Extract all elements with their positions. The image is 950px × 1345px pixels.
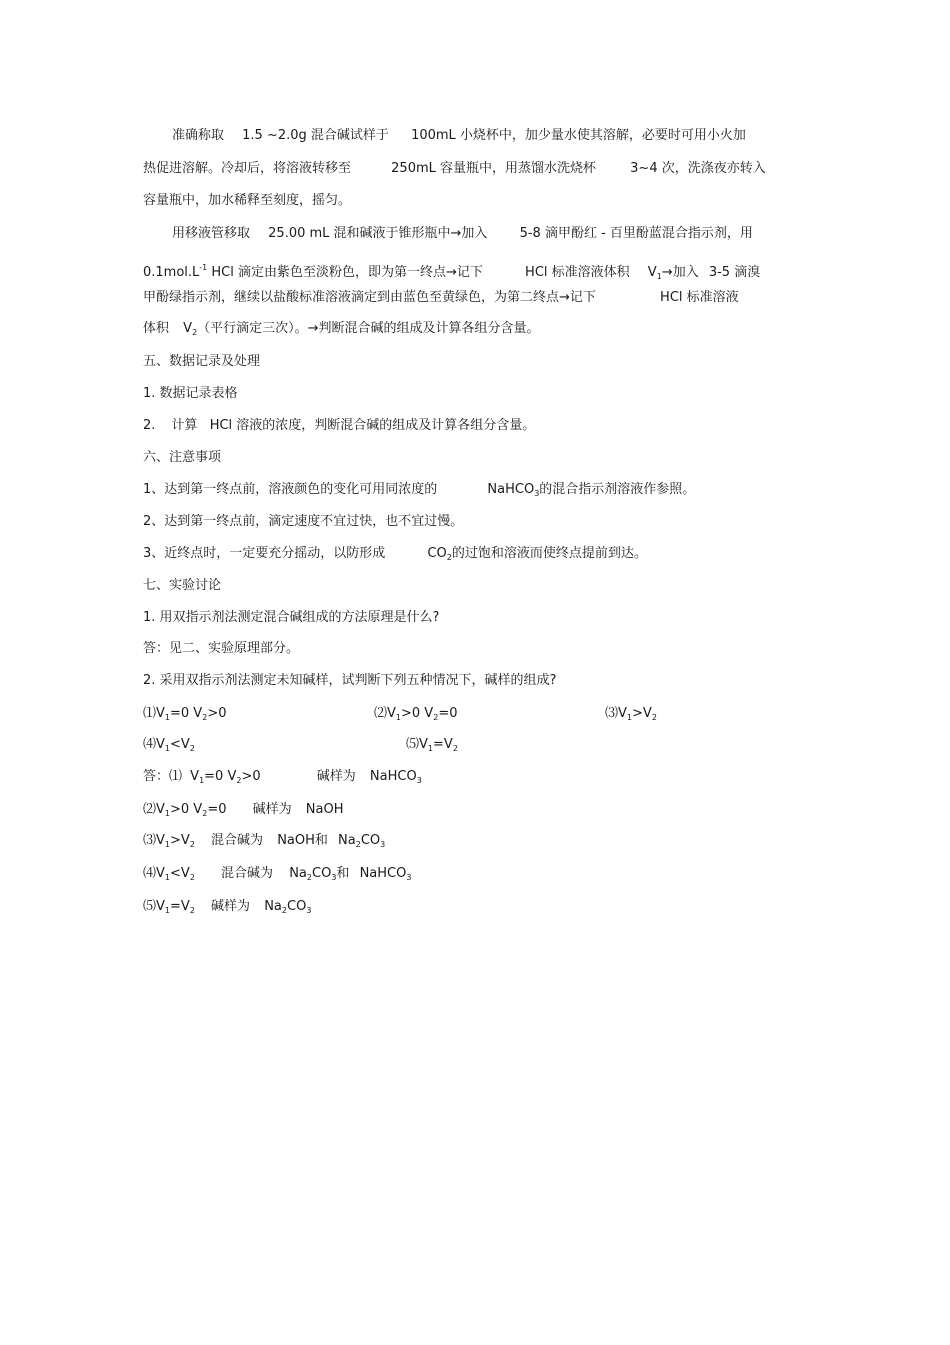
answer-row <box>143 865 411 887</box>
case-item <box>406 736 458 758</box>
subscript: 1 <box>395 713 402 722</box>
text: HCl 标准溶液 <box>660 290 739 305</box>
text: 1.5 ~2.0g 混合碱试样于 <box>242 128 389 143</box>
text: NaHCO <box>369 769 417 784</box>
subscript: 1 <box>164 809 171 818</box>
subscript: 1 <box>626 713 633 722</box>
text: V <box>183 321 193 336</box>
subscript: 2 <box>446 553 452 562</box>
text: V <box>156 866 165 881</box>
case-item <box>143 705 226 727</box>
subscript: 2 <box>189 906 195 915</box>
text: 碱样为 <box>252 802 292 817</box>
procedure-line <box>143 289 739 307</box>
list-item <box>143 481 695 503</box>
text: ⑵ <box>143 802 157 817</box>
subscript: 3 <box>331 873 337 882</box>
section-heading: 七、实验讨论 <box>143 578 222 593</box>
text: =0 V <box>170 706 203 721</box>
case-item <box>605 705 657 727</box>
text: Na <box>338 833 356 848</box>
subscript: 2 <box>236 776 242 785</box>
text: =0 <box>207 802 227 817</box>
answer-row <box>143 832 385 854</box>
text: 3-5 滴溴 <box>708 265 761 280</box>
text: 甲酚绿指示剂，继续以盐酸标准溶液滴定到由蓝色至黄绿色，为第二终点→记下 <box>143 290 596 305</box>
subscript: 2 <box>355 840 361 849</box>
text: 250mL 容量瓶中，用蒸馏水洗烧杯 <box>391 161 597 176</box>
text: HCl 溶液的浓度，判断混合碱的组成及计算各组分含量。 <box>209 418 536 433</box>
text: 和 <box>336 866 350 881</box>
text: Na <box>289 866 307 881</box>
subscript: 3 <box>380 840 386 849</box>
superscript: -1 <box>199 263 208 272</box>
text: =V <box>433 737 453 752</box>
text: 100mL 小烧杯中，加少量水使其溶解，必要时可用小火加 <box>411 128 746 143</box>
text: >0 <box>207 706 227 721</box>
text: 25.00 mL 混和碱液于锥形瓶中→加入 <box>268 226 488 241</box>
procedure-line <box>143 259 760 286</box>
text: 1、达到第一终点前，溶液颜色的变化可用同浓度的 <box>143 482 438 497</box>
answer-row <box>143 768 422 790</box>
text: 的过饱和溶液而使终点提前到达。 <box>451 546 647 561</box>
text: =0 V <box>204 769 237 784</box>
subscript: 1 <box>164 744 171 753</box>
procedure-line: 容量瓶中，加水稀释至刻度，摇匀。 <box>143 193 352 208</box>
text: 答：⑴ <box>143 769 183 784</box>
text: NaHCO <box>359 866 407 881</box>
procedure-line <box>172 127 746 145</box>
text: >0 V <box>401 706 434 721</box>
question: 1. 用双指示剂法测定混合碱组成的方法原理是什么? <box>143 610 440 625</box>
text: V <box>156 706 165 721</box>
text: 5-8 滴甲酚红 - 百里酚蓝混合指示剂，用 <box>519 226 753 241</box>
procedure-line <box>143 160 766 178</box>
list-item: 2、达到第一终点前，滴定速度不宜过快，也不宜过慢。 <box>143 514 464 529</box>
text: CO <box>427 546 447 561</box>
subscript: 2 <box>433 713 439 722</box>
answer: 答：见二、实验原理部分。 <box>143 641 300 656</box>
list-item <box>143 417 535 435</box>
subscript: 2 <box>306 873 312 882</box>
subscript: 2 <box>202 809 208 818</box>
subscript: 2 <box>651 713 657 722</box>
text: CO <box>287 899 307 914</box>
list-item <box>143 545 647 567</box>
text: 3~4 次，洗涤夜亦转入 <box>630 161 766 176</box>
text: HCl 标准溶液体积 <box>525 265 630 280</box>
text: V <box>647 265 657 280</box>
list-item: 1. 数据记录表格 <box>143 386 238 401</box>
text: 准确称取 <box>172 128 225 143</box>
text: 2. <box>143 418 156 433</box>
text: V <box>387 706 396 721</box>
subscript: 1 <box>164 873 171 882</box>
subscript: 2 <box>281 906 287 915</box>
text: =V <box>170 899 190 914</box>
text: ⑷ <box>143 737 157 752</box>
text: >V <box>632 706 652 721</box>
subscript: 2 <box>189 744 195 753</box>
question: 2. 采用双指示剂法测定未知碱样，试判断下列五种情况下，碱样的组成? <box>143 673 557 688</box>
text: ⑵ <box>374 706 388 721</box>
text: V <box>156 833 165 848</box>
subscript: 3 <box>406 873 412 882</box>
text: V <box>156 802 165 817</box>
answer-row <box>143 898 311 920</box>
text: CO <box>360 833 381 848</box>
subscript: 3 <box>416 776 422 785</box>
text: （平行滴定三次）。→判断混合碱的组成及计算各组分含量。 <box>197 321 540 336</box>
subscript: 1 <box>164 713 171 722</box>
text: 碱样为 <box>211 899 251 914</box>
text: V <box>618 706 627 721</box>
subscript: 1 <box>164 906 171 915</box>
text: HCl 滴定由紫色至淡粉色，即为第一终点→记下 <box>211 265 483 280</box>
text: ⑶ <box>143 833 157 848</box>
text: NaHCO <box>487 482 535 497</box>
text: ⑶ <box>605 706 619 721</box>
text: >V <box>170 833 190 848</box>
text: 混合碱为 <box>221 866 274 881</box>
text: NaOH <box>305 802 344 817</box>
text: >0 <box>241 769 261 784</box>
text: V <box>190 769 200 784</box>
text: 混合碱为 <box>211 833 264 848</box>
text: CO <box>312 866 332 881</box>
text: 体积 <box>143 321 170 336</box>
text: 的混合指示剂溶液作参照。 <box>539 482 696 497</box>
text: ⑸ <box>406 737 420 752</box>
text: 热促进溶解。冷却后，将溶液转移至 <box>143 161 352 176</box>
subscript: 2 <box>192 328 198 337</box>
subscript: 1 <box>164 840 171 849</box>
text: ⑷ <box>143 866 157 881</box>
answer-row <box>143 801 343 823</box>
subscript: 2 <box>189 873 195 882</box>
text: ⑴ <box>143 706 157 721</box>
case-item <box>143 736 195 758</box>
text: =0 <box>438 706 458 721</box>
section-heading: 六、注意事项 <box>143 450 222 465</box>
text: 3、近终点时，一定要充分摇动，以防形成 <box>143 546 386 561</box>
text: 用移液管移取 <box>172 226 251 241</box>
text: NaOH和 <box>277 833 328 848</box>
text: <V <box>170 866 190 881</box>
text: V <box>156 899 165 914</box>
section-heading: 五、数据记录及处理 <box>143 354 261 369</box>
text: 碱样为 <box>316 769 356 784</box>
text: V <box>156 737 165 752</box>
procedure-line <box>172 225 753 243</box>
text: Na <box>264 899 282 914</box>
text: >0 V <box>170 802 203 817</box>
text: ⑸ <box>143 899 157 914</box>
subscript: 1 <box>199 776 205 785</box>
subscript: 2 <box>452 744 458 753</box>
text: →加入 <box>661 265 699 280</box>
text: V <box>419 737 428 752</box>
subscript: 2 <box>202 713 208 722</box>
subscript: 3 <box>534 489 540 498</box>
text: 计算 <box>171 418 198 433</box>
case-item <box>374 705 457 727</box>
subscript: 1 <box>656 272 662 281</box>
text: 0.1mol.L <box>143 265 200 280</box>
text: <V <box>170 737 190 752</box>
subscript: 1 <box>427 744 434 753</box>
procedure-line <box>143 320 540 342</box>
subscript: 3 <box>306 906 312 915</box>
subscript: 2 <box>189 840 195 849</box>
